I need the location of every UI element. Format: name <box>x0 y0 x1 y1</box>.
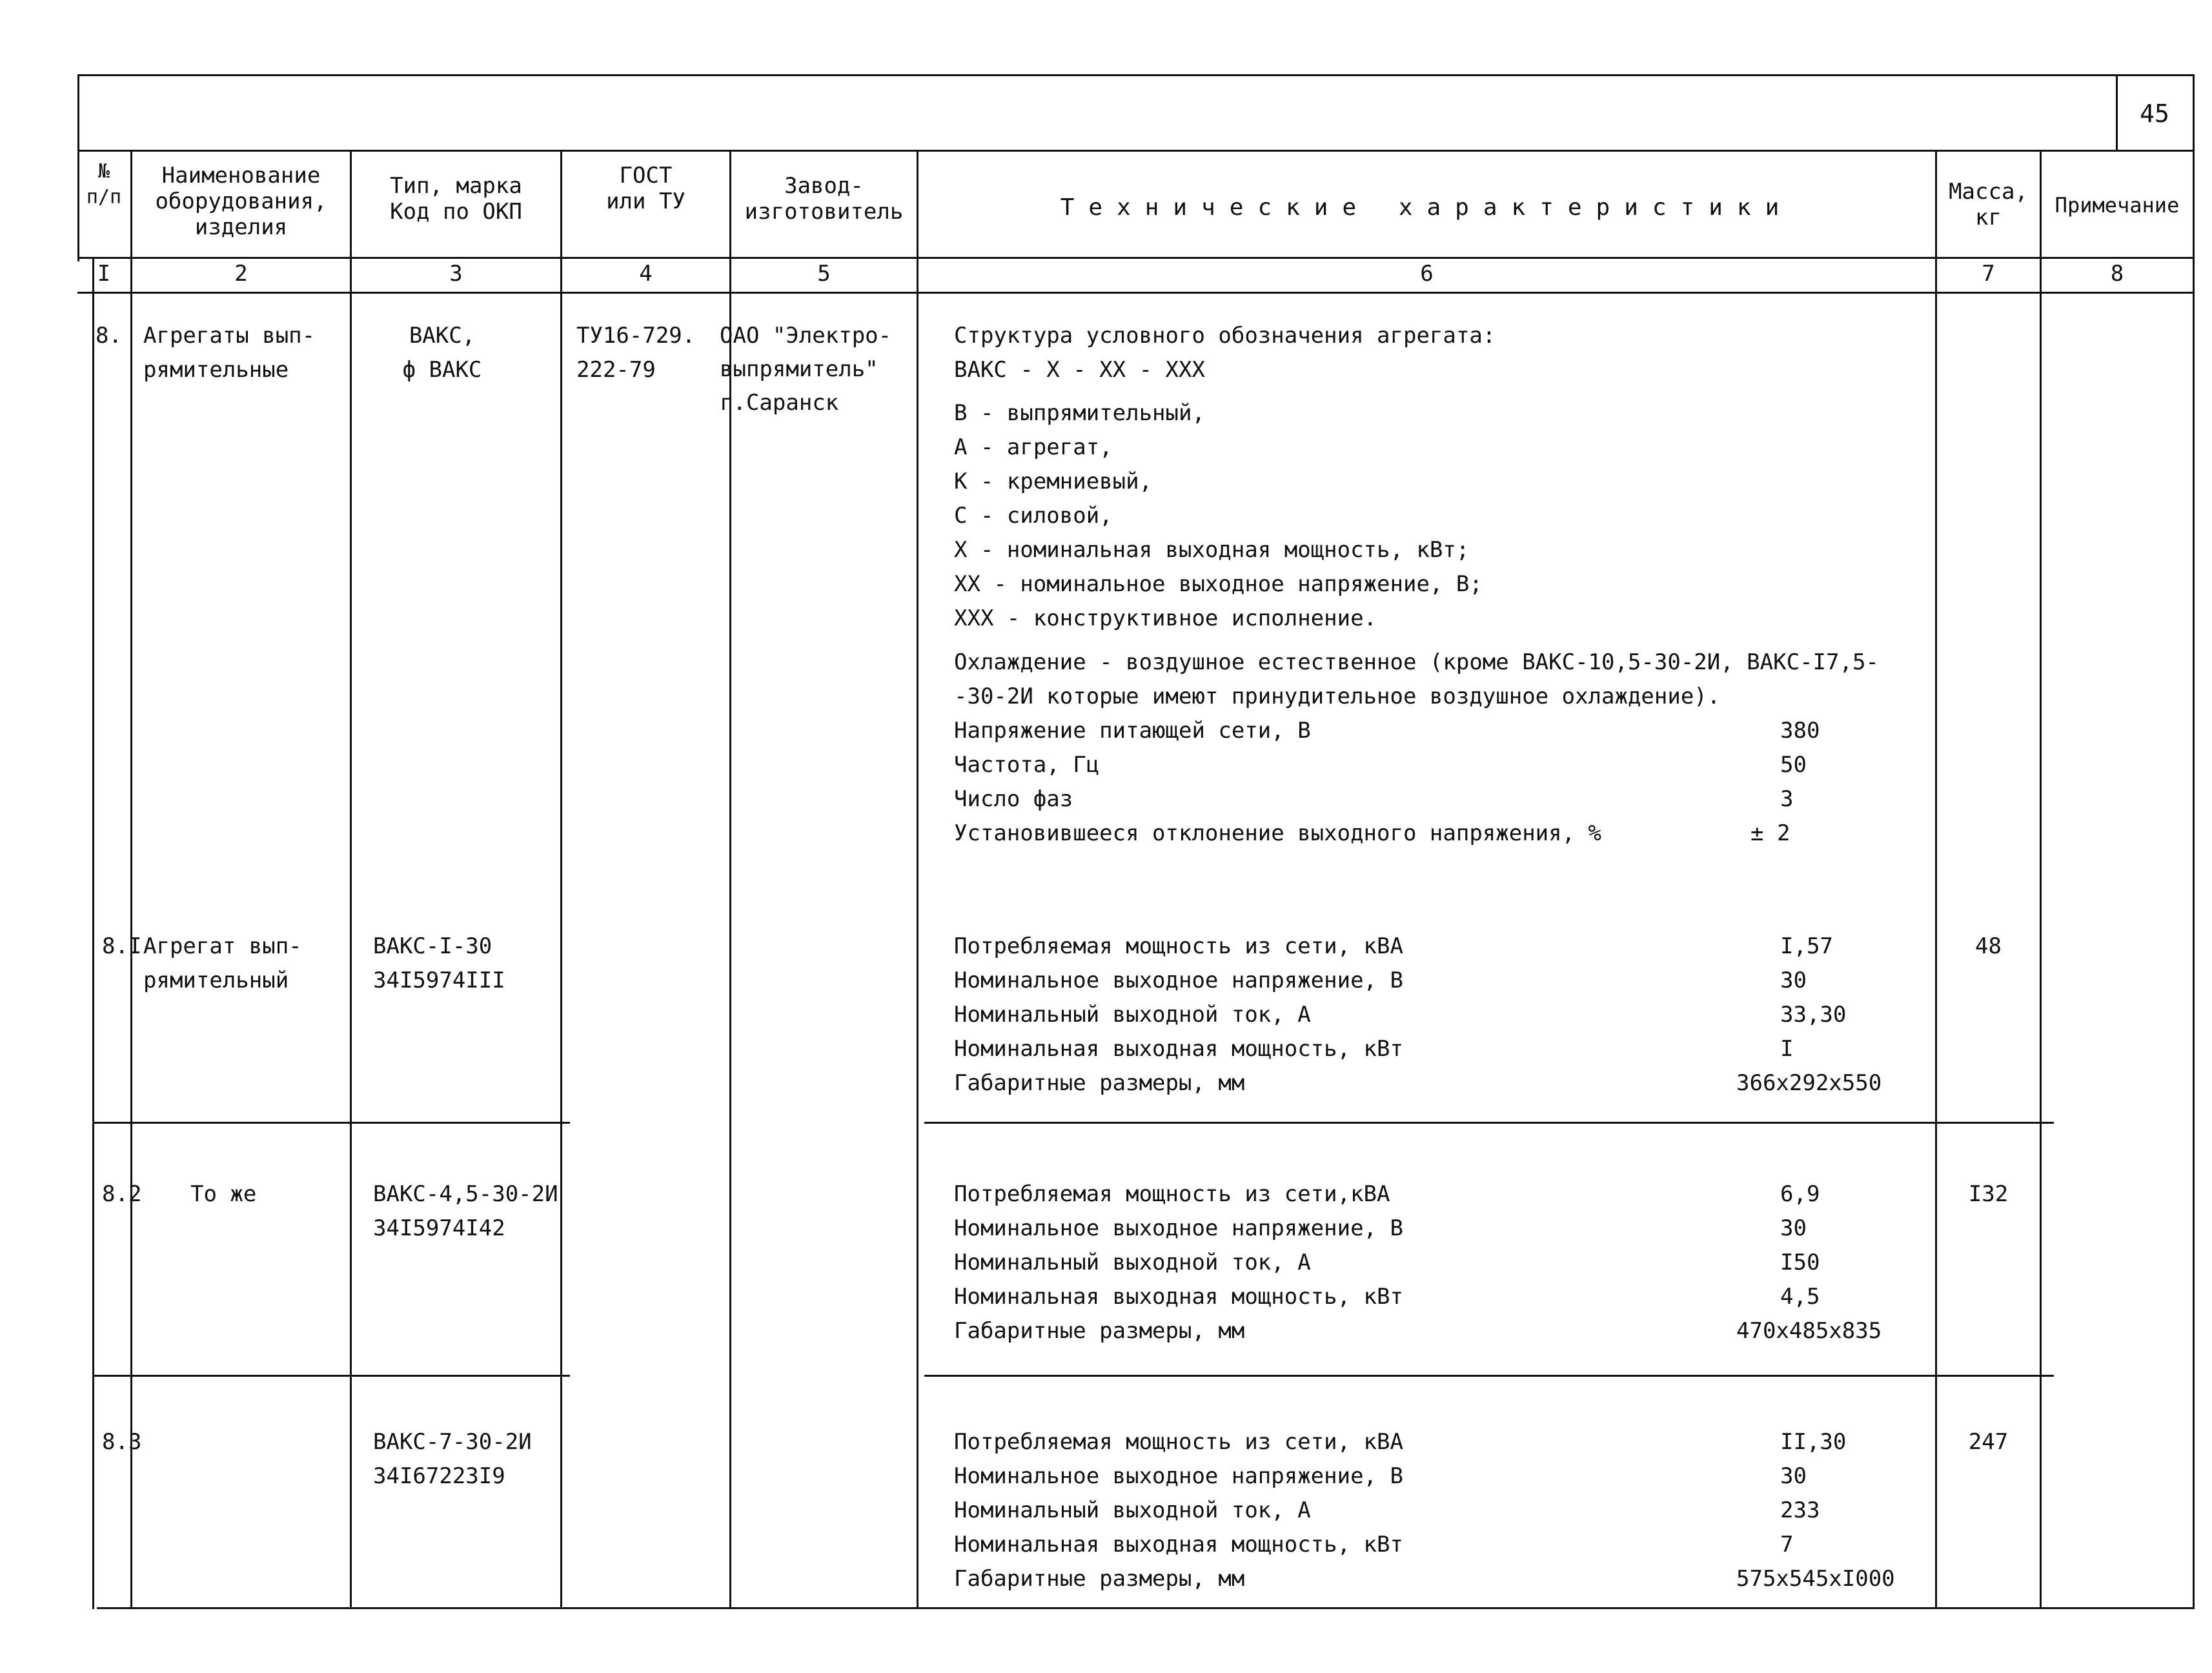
mass-value: 48 <box>1975 933 2002 959</box>
param-label: Габаритные размеры, мм <box>954 1318 1245 1344</box>
row-8-1-bottom-line-tech <box>924 1122 2054 1124</box>
param-value: 6,9 <box>1780 1181 1820 1207</box>
row-number: 8.I <box>102 933 142 959</box>
param-label: Номинальное выходное напряжение, В <box>954 968 1403 993</box>
param-label: Номинальный выходной ток, А <box>954 1002 1311 1028</box>
param-value: 30 <box>1780 968 1807 993</box>
param-label: Номинальная выходная мощность, кВт <box>954 1284 1403 1310</box>
equipment-type: ВАКС-7-30-2И 34I67223I9 <box>373 1429 532 1489</box>
param-label: Габаритные размеры, мм <box>954 1070 1245 1096</box>
mass-value: 247 <box>1968 1429 2009 1455</box>
colnum-bottom-line <box>77 292 2195 294</box>
legend-line: В - выпрямительный, <box>954 400 1205 426</box>
param-label: Габаритные размеры, мм <box>954 1566 1245 1592</box>
param-value: 4,5 <box>1780 1284 1820 1310</box>
col1-left <box>92 257 94 1609</box>
param-label: Номинальный выходной ток, А <box>954 1250 1311 1275</box>
border-right <box>2193 74 2195 1609</box>
param-label: Установившееся отклонение выходного напряжения, % <box>954 820 1602 846</box>
row-8-2-bottom-line <box>92 1375 570 1377</box>
param-label: Потребляемая мощность из сети, кВА <box>954 1429 1403 1455</box>
header-col2: Наименование оборудования, изделия <box>155 163 327 240</box>
cooling-line: -30-2И которые имеют принудительное воздушное охлаждение). <box>954 684 1721 709</box>
param-value: ± 2 <box>1750 820 1791 846</box>
param-label: Частота, Гц <box>954 752 1100 778</box>
equipment-name: Агрегат вып- рямительный <box>143 933 302 993</box>
mass-value: I32 <box>1968 1181 2009 1207</box>
param-value: II,30 <box>1780 1429 1847 1455</box>
cooling-block <box>954 645 1879 714</box>
param-value: 30 <box>1780 1215 1807 1241</box>
legend-block <box>954 396 1483 636</box>
param-label: Число фаз <box>954 786 1073 812</box>
param-value: 380 <box>1780 718 1820 744</box>
table-bottom-line <box>97 1607 2195 1609</box>
row-number: 8. <box>96 323 122 349</box>
param-value: 575x545xI000 <box>1736 1566 1895 1592</box>
page-number-box-left <box>2116 74 2118 150</box>
legend-line: ХХХ - конструктивное исполнение. <box>954 605 1377 631</box>
equipment-type: ВАКС-I-30 34I5974III <box>373 933 505 993</box>
manufacturer: ОАО "Электро- выпрямитель" г.Саранск <box>720 323 892 416</box>
param-value: 233 <box>1780 1497 1820 1523</box>
legend-line: Х - номинальная выходная мощность, кВт; <box>954 537 1470 563</box>
row-number: 8.3 <box>102 1429 142 1455</box>
header-col1: № п/п <box>86 160 122 208</box>
header-col4: ГОСТ или ТУ <box>606 163 685 214</box>
param-label: Напряжение питающей сети, В <box>954 718 1311 744</box>
param-value: I,57 <box>1780 933 1833 959</box>
param-value: 33,30 <box>1780 1002 1847 1028</box>
param-value: 30 <box>1780 1463 1807 1489</box>
param-label: Номинальная выходная мощность, кВт <box>954 1036 1403 1062</box>
param-value: I50 <box>1780 1250 1820 1275</box>
header-col5: Завод- изготовитель <box>744 173 904 225</box>
row-number: 8.2 <box>102 1181 142 1207</box>
structure-line: ВАКС - Х - ХХ - ХХХ <box>954 357 1205 383</box>
page-number: 45 <box>2140 99 2169 128</box>
colnum-5: 5 <box>817 261 831 287</box>
structure-line: Структура условного обозначения агрегата: <box>954 323 1496 349</box>
param-value: I <box>1780 1036 1794 1062</box>
gost-spec: ТУ16-729. 222-79 <box>576 323 696 383</box>
header-col7: Масса, кг <box>1949 179 2028 230</box>
colnum-6: 6 <box>1420 261 1434 287</box>
equipment-name: Агрегаты вып- рямительные <box>143 323 316 383</box>
col6-right <box>1935 150 1937 1609</box>
header-top-line <box>77 150 2195 152</box>
row-8-2-bottom-line-tech <box>924 1375 2054 1377</box>
param-label: Номинальное выходное напряжение, В <box>954 1463 1403 1489</box>
structure-block <box>954 319 1496 387</box>
colnum-7: 7 <box>1982 261 1995 287</box>
equipment-type: ВАКС-4,5-30-2И 34I5974I42 <box>373 1181 558 1241</box>
equipment-name: То же <box>190 1181 257 1207</box>
colnum-4: 4 <box>639 261 653 287</box>
param-value: 3 <box>1780 786 1794 812</box>
param-value: 50 <box>1780 752 1807 778</box>
param-value: 366x292x550 <box>1736 1070 1882 1096</box>
colnum-2: 2 <box>234 261 248 287</box>
header-col8: Примечание <box>2055 193 2180 218</box>
top-border <box>77 74 2195 76</box>
legend-line: А - агрегат, <box>954 434 1113 460</box>
col1-right <box>130 150 132 1609</box>
col7-right <box>2040 150 2042 1609</box>
param-label: Потребляемая мощность из сети, кВА <box>954 933 1403 959</box>
param-label: Номинальное выходное напряжение, В <box>954 1215 1403 1241</box>
legend-line: ХХ - номинальное выходное напряжение, В; <box>954 571 1483 597</box>
colnum-3: 3 <box>449 261 463 287</box>
header-col6: Технические характеристики <box>1060 194 1794 221</box>
param-value: 7 <box>1780 1532 1794 1557</box>
legend-line: С - силовой, <box>954 503 1113 529</box>
cooling-line: Охлаждение - воздушное естественное (кроме ВАКС-10,5-30-2И, ВАКС-I7,5- <box>954 649 1879 675</box>
colnum-8: 8 <box>2110 261 2124 287</box>
param-label: Потребляемая мощность из сети,кВА <box>954 1181 1390 1207</box>
equipment-type: ВАКС, ф ВАКС <box>402 323 482 383</box>
header-col3: Тип, марка Код по ОКП <box>390 173 522 225</box>
param-value: 470x485x835 <box>1736 1318 1882 1344</box>
colnum-1: I <box>97 261 111 287</box>
col2-right <box>350 150 352 1609</box>
param-label: Номинальная выходная мощность, кВт <box>954 1532 1403 1557</box>
row-8-1-bottom-line <box>92 1122 570 1124</box>
legend-line: К - кремниевый, <box>954 469 1153 494</box>
col3-right <box>560 150 562 1609</box>
param-label: Номинальный выходной ток, А <box>954 1497 1311 1523</box>
col5-right <box>917 150 918 1609</box>
